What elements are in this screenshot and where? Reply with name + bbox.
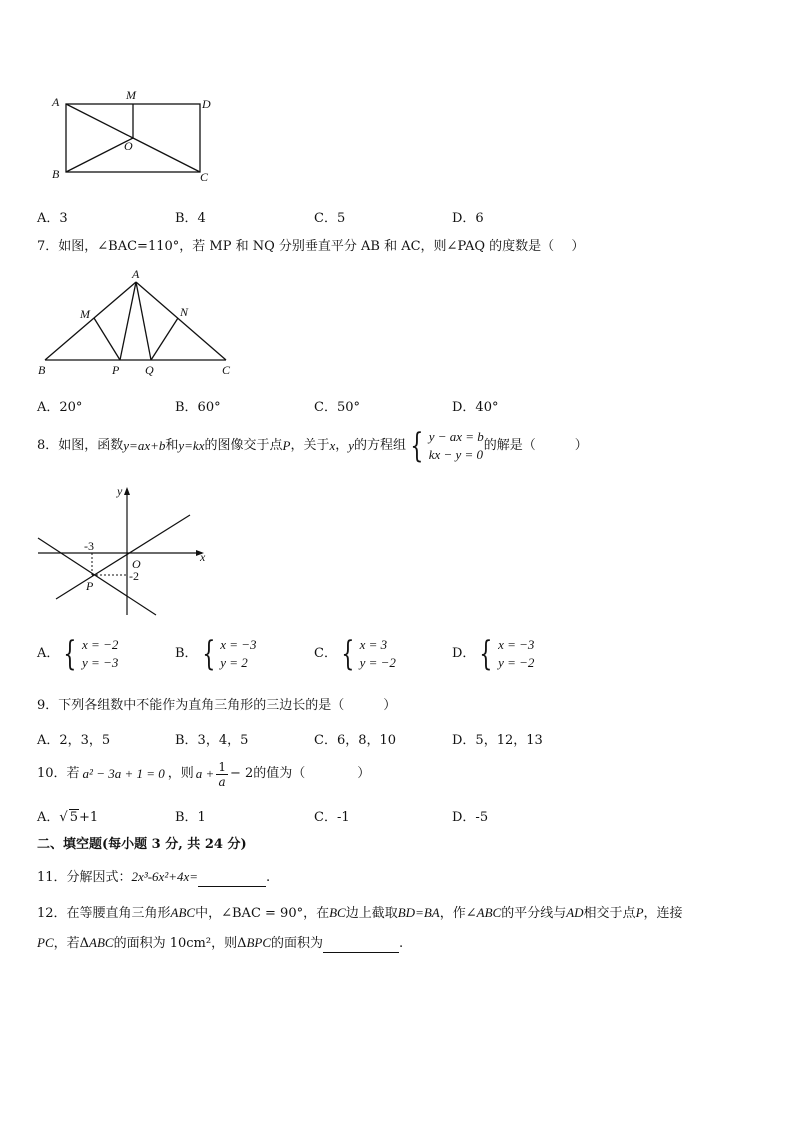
q9-question-text: 9．下列各组数中不能作为直角三角形的三边长的是（ ） [37, 698, 397, 713]
label-c: C [200, 170, 209, 184]
label-m: M [80, 307, 90, 321]
q8-option-d[interactable]: D． { x = −3 y = −2 [452, 634, 535, 674]
q7-option-d[interactable]: D．40° [452, 400, 499, 415]
q12-answer-blank[interactable] [323, 938, 399, 953]
label-x: x [200, 550, 206, 564]
q10-option-c[interactable]: C．-1 [314, 810, 350, 825]
q10-option-d[interactable]: D．-5 [452, 810, 489, 825]
section-2-title: 二、填空题(每小题 3 分, 共 24 分) [37, 837, 247, 852]
label-minus2: -2 [129, 569, 139, 583]
label-c: C [222, 363, 231, 377]
q8-option-a[interactable]: A． { x = −2 y = −3 [37, 634, 119, 674]
q8-option-c[interactable]: C． { x = 3 y = −2 [314, 634, 396, 674]
q10-fraction: $\frac{1}{a}$ [218, 759, 226, 789]
q6-option-b[interactable]: B．4 [175, 211, 206, 226]
label-a: A [52, 95, 60, 109]
q8-equation-system: { y − ax = b kx − y = 0 [410, 426, 484, 466]
q6-rectangle-figure [40, 86, 230, 186]
q9-option-d[interactable]: D．5，12，13 [452, 733, 543, 748]
label-q: Q [145, 363, 154, 377]
line-mp [94, 318, 120, 360]
q6-option-a[interactable]: A．3 [37, 211, 68, 226]
q12-question-line1: 12．在等腰直角三角形ABC中，∠BAC = 90°，在BC边上截取BD=BA，作∠ABC的平分线与AD相交于点P，连接 [37, 905, 683, 921]
q7-question-text: 7．如图，∠BAC=110°，若 MP 和 NQ 分别垂直平分 AB 和 AC，则∠PAQ 的度数是（ ） [37, 239, 585, 254]
label-o: O [124, 139, 133, 153]
line-ac [136, 282, 226, 360]
q7-option-b[interactable]: B．60° [175, 400, 221, 415]
q9-option-c[interactable]: C．6，8，10 [314, 733, 397, 748]
y-axis-arrow [124, 487, 130, 495]
q7-triangle-figure [30, 266, 240, 378]
q12-question-line2: PC，若ΔABC的面积为 10cm²，则ΔBPC的面积为 . [37, 935, 404, 951]
label-y: y [117, 484, 123, 498]
q10-option-b[interactable]: B．1 [175, 810, 206, 825]
q6-option-d[interactable]: D．6 [452, 211, 484, 226]
label-p: P [112, 363, 120, 377]
label-m: M [126, 88, 136, 102]
label-p: P [86, 579, 94, 593]
line-oc [133, 138, 200, 172]
label-b: B [52, 167, 60, 181]
q11-question-text: 11．分解因式：2x³-6x²+4x= . [37, 869, 271, 885]
q10-option-a[interactable]: A．√ 5+1 [37, 810, 99, 825]
q8-question-text: 8．如图，函数 y=ax+b 和 y=kx 的图像交于点 P ，关于 x ， y 的方程组 { y − ax = b kx − y = 0 的解是（ ） [37, 426, 588, 466]
label-n: N [180, 305, 189, 319]
q8-graph-figure [34, 483, 214, 623]
label-d: D [202, 97, 211, 111]
q7-option-a[interactable]: A．20° [37, 400, 83, 415]
q9-option-a[interactable]: A．2，3，5 [37, 733, 111, 748]
q10-question-text: 10．若 a² − 3a + 1 = 0 ，则 a + $\frac{1}{a}$ − 2 的值为（ ） [37, 759, 371, 789]
label-minus3: -3 [84, 539, 94, 553]
q8-option-b[interactable]: B． { x = −3 y = 2 [175, 634, 257, 674]
sqrt-symbol: √ [59, 810, 68, 825]
q9-option-b[interactable]: B．3，4，5 [175, 733, 249, 748]
q6-option-c[interactable]: C．5 [314, 211, 346, 226]
q11-answer-blank[interactable] [198, 872, 266, 887]
label-o: O [132, 557, 141, 571]
label-b: B [38, 363, 46, 377]
line-ao [66, 104, 133, 138]
q7-option-c[interactable]: C．50° [314, 400, 360, 415]
label-a: A [132, 267, 140, 281]
line-nq [151, 318, 178, 360]
line-bo [66, 138, 133, 172]
line-y-eq-kx [56, 515, 190, 599]
